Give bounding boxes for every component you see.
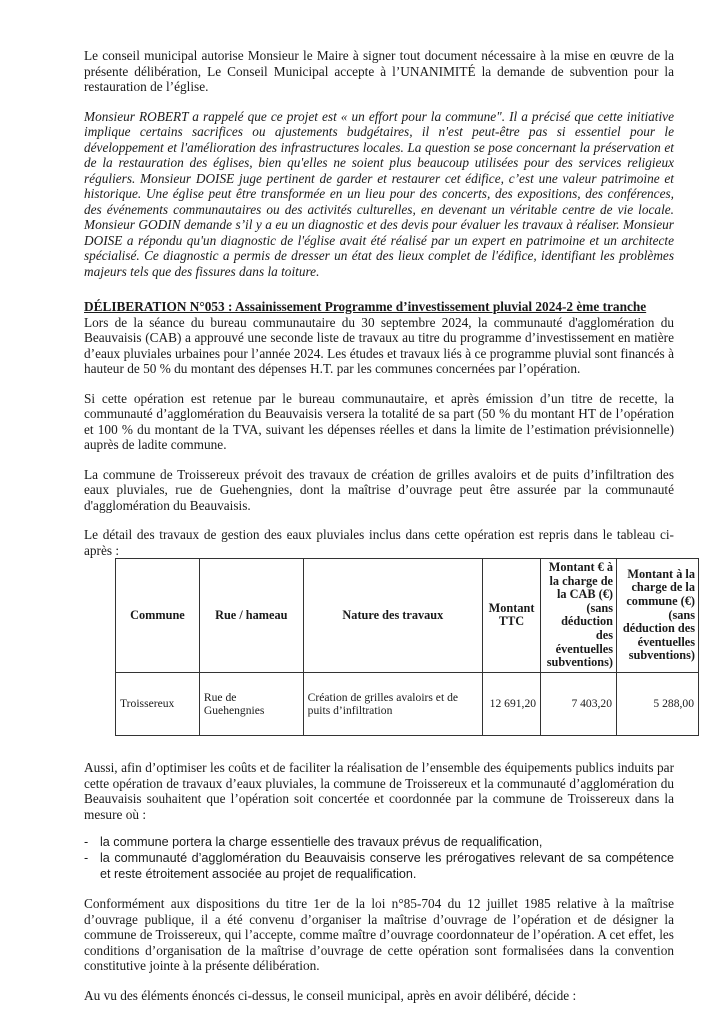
deliberation-paragraph-1: Lors de la séance du bureau communautaire du 30 septembre 2024, la communauté d'agglomération du Beauvaisis (CAB) a approuvé une seconde liste de travaux au titre du programme d’investissement en matière d’eaux pluviales urbaines pour l’année 2024. Les études et travaux liés à ce programme pluvial sont financés à hauteur de 50 % du montant des dépenses H.T. par les communes concernées par l’opération. (84, 314, 674, 376)
discussion-paragraph: Monsieur ROBERT a rappelé que ce projet est « un effort pour la commune". Il a précisé que cette initiative implique certains sacrifices ou ajustements budgétaires, il n'est peut-être pas si essentiel pour le développement et l'amélioration des infrastructures locales. La question se pose concernant la préservation et de la restauration des églises, bien qu'elles ne soient plus beaucoup utilisées pour des services religieux réguliers. Monsieur DOISE juge pertinent de garder et restaurer cet édifice, c’est une valeur patrimoine et historique. Une église peut être transformée en un lieu pour des concerts, des expositions, des conférences, des événements communautaires ou des activités culturelles, en devenant un véritable centre de vie locale. Monsieur GODIN demande s’il y a eu un diagnostic et des devis pour évaluer les travaux à réaliser. Monsieur DOISE a répondu qu'un diagnostic de l'église avait été réalisé par un expert en patrimoine et un architecte spécialisé. Ce diagnostic a permis de dresser un état des lieux complet de l'édifice, identifiant les problèmes majeurs tels que des fissures dans la toiture. (84, 108, 674, 279)
deliberation-paragraph-3: La commune de Troissereux prévoit des travaux de création de grilles avaloirs et de puits d’infiltration des eaux pluviales, rue de Guehengnies, dont la maîtrise d’ouvrage peut être assurée par la communauté d'agglomération du Beauvaisis. (84, 466, 674, 513)
header-cab: Montant € à la charge de la CAB (€) (sans déduction des éventuelles subventions) (541, 559, 617, 673)
deliberation-paragraph-4: Le détail des travaux de gestion des eaux pluviales inclus dans cette opération est repris dans le tableau ci-après : (84, 527, 674, 558)
list-item-text: la commune portera la charge essentielle des travaux prévus de requalification, (100, 835, 543, 849)
cell-nature: Création de grilles avaloirs et de puits d’infiltration (303, 672, 482, 735)
works-table (115, 558, 699, 736)
cell-cab: 7 403,20 (541, 672, 617, 735)
law-paragraph: Conformément aux dispositions du titre 1er de la loi n°85-704 du 12 juillet 1985 relative à la maîtrise d’ouvrage publique, il a été convenu d’organiser la maîtrise d’ouvrage de l’opération et de désigner la commune de Troissereux, qui l’accepte, comme maître d’ouvrage coordonnateur de l’opération. A cet effet, les conditions d’organisation de la maîtrise d’ouvrage de cette opération sont formalisées dans la convention constitutive jointe à la présente délibération. (84, 896, 674, 973)
conditions-list (84, 834, 674, 882)
dash-marker: - (84, 851, 89, 865)
page-content (84, 48, 674, 558)
dash-marker: - (84, 835, 89, 849)
deliberation-paragraph-2: Si cette opération est retenue par le bureau communautaire, et après émission d’un titre de recette, la communauté d’agglomération du Beauvaisis versera la totalité de sa part (50 % du montant HT de l’opération et 100 % du montant de la TVA, suivant les dépenses réelles et dans la limite de l’estimation prévisionnelle) auprès de ladite commune. (84, 390, 674, 452)
cell-montant: 12 691,20 (483, 672, 541, 735)
list-item-text: la communauté d’agglomération du Beauvaisis conserve les prérogatives relevant de sa compétence et reste étroitement associée au projet de requalification. (100, 851, 674, 881)
cell-commune-share: 5 288,00 (617, 672, 699, 735)
coordination-paragraph: Aussi, afin d’optimiser les coûts et de faciliter la réalisation de l’ensemble des équipements publics induits par cette opération de travaux d’eaux pluviales, la commune de Troissereux et la communauté d’agglomération du Beauvaisis souhaitent que l’opération soit concertée et coordonnée par la commune de Troissereux dans la mesure où : (84, 760, 674, 822)
table-row (116, 672, 699, 735)
deliberation-heading: DÉLIBERATION N°053 : Assainissement Programme d’investissement pluvial 2024-2 ème tranche (84, 299, 647, 314)
intro-paragraph: Le conseil municipal autorise Monsieur le Maire à signer tout document nécessaire à la mise en œuvre de la présente délibération, Le Conseil Municipal accepte à l’UNANIMITÉ la demande de subvention pour la restauration de l’église. (84, 48, 674, 94)
cell-rue: Rue de Guehengnies (199, 672, 303, 735)
decision-paragraph: Au vu des éléments énoncés ci-dessus, le conseil municipal, après en avoir délibéré, décide : (84, 987, 577, 1003)
header-montant: Montant TTC (483, 559, 541, 673)
header-commune-share: Montant à la charge de la commune (€) (sans déduction des éventuelles subventions) (617, 559, 699, 673)
header-rue: Rue / hameau (199, 559, 303, 673)
after-table-content (84, 760, 674, 1003)
list-item (84, 850, 674, 882)
header-nature: Nature des travaux (303, 559, 482, 673)
header-commune: Commune (116, 559, 200, 673)
list-item (84, 834, 674, 850)
cell-commune: Troissereux (116, 672, 200, 735)
table-header-row (116, 559, 699, 673)
